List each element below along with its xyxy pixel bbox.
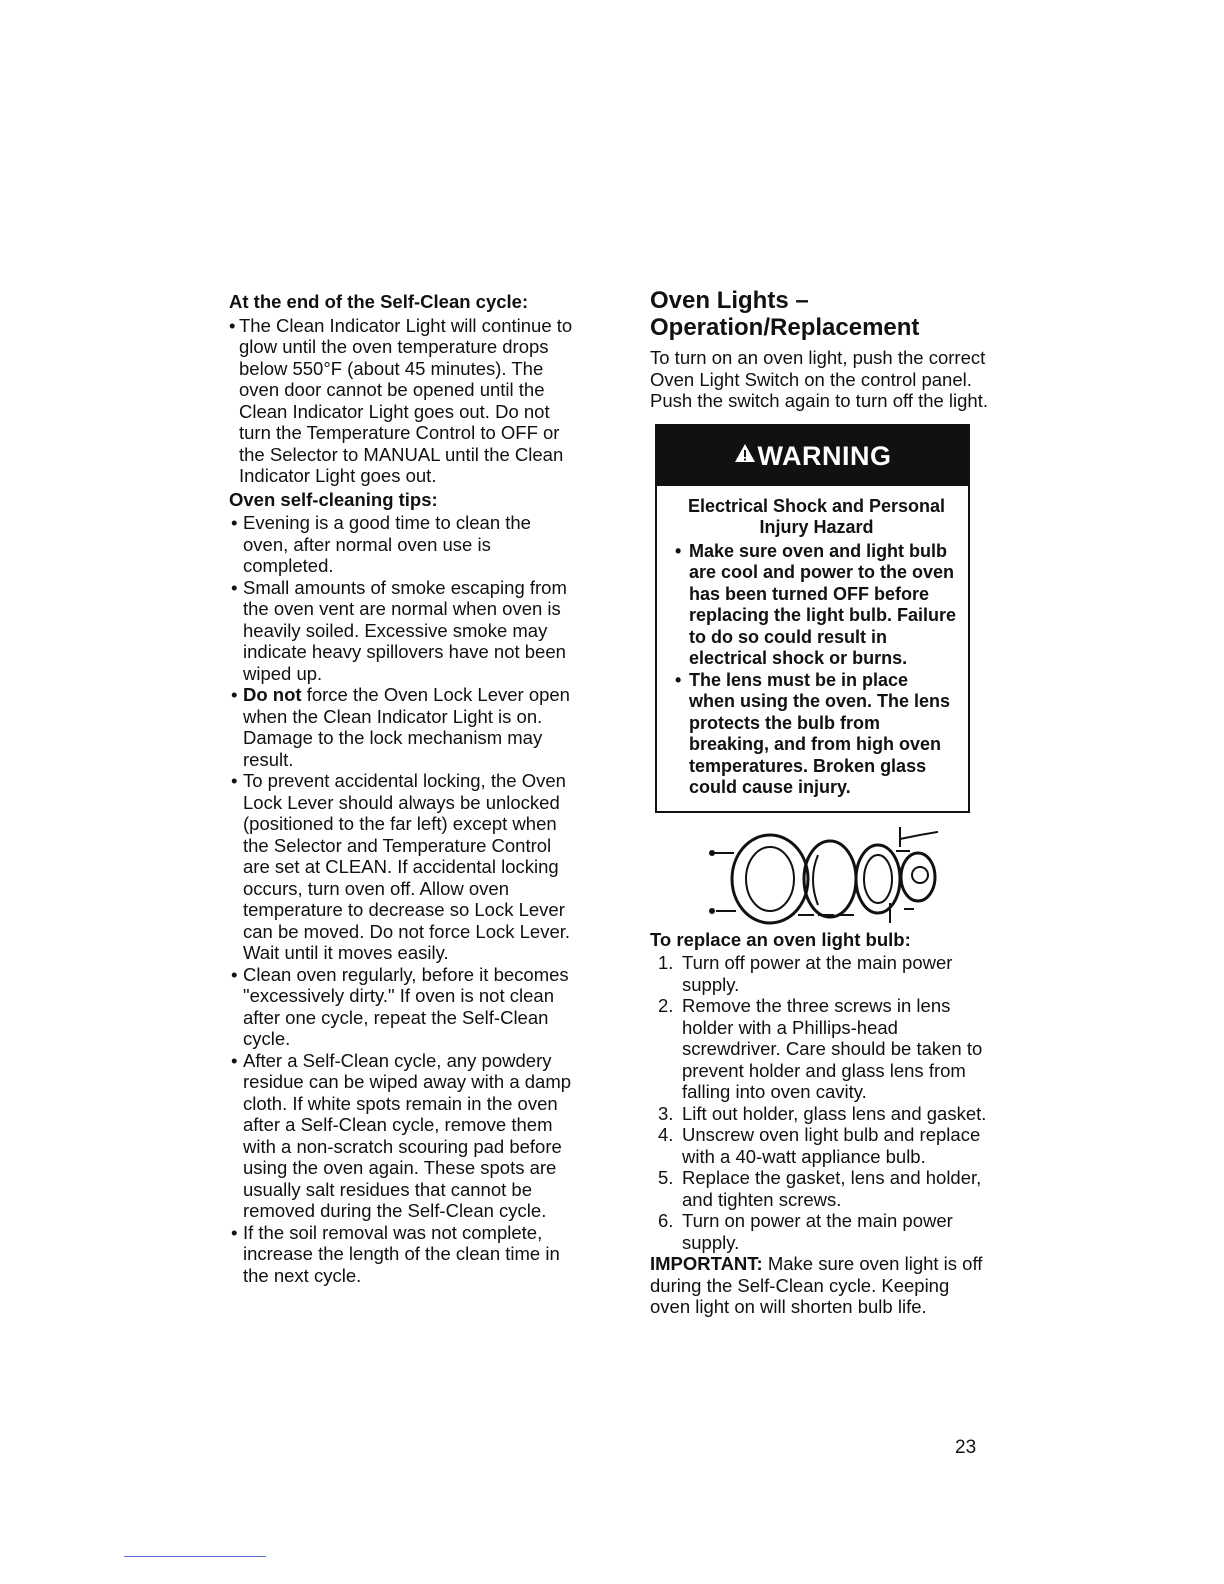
section-title xyxy=(650,287,988,341)
footer-rule xyxy=(124,1556,266,1557)
tip-item: • Clean oven regularly, before it becomes "excessively dirty." If oven is not clean after one cycle, repeat the Self-Clean cycle. xyxy=(231,964,574,1050)
tips-heading: Oven self-cleaning tips: xyxy=(229,488,438,510)
replace-heading: To replace an oven light bulb: xyxy=(650,928,911,950)
warning-item: • Make sure oven and light bulb are cool and power to the oven has been turned OFF before replacing the light bulb. Failure to do so could result in electrical shock or burns. xyxy=(675,541,958,670)
step-item: 4. Unscrew oven light bulb and replace with a 40-watt appliance bulb. xyxy=(658,1124,981,1167)
tip-item: • If the soil removal was not complete, increase the length of the clean time in the next cycle. xyxy=(231,1222,574,1287)
warning-list xyxy=(675,541,958,799)
right-column xyxy=(650,287,988,1318)
warning-triangle-icon xyxy=(734,426,756,486)
step-item: 5. Replace the gasket, lens and holder, and tighten screws. xyxy=(658,1167,982,1210)
intro-text: To turn on an oven light, push the correct Oven Light Switch on the control panel. Push the switch again to turn off the light. xyxy=(650,347,989,411)
step-item: 2. Remove the three screws in lens holder with a Phillips-head screwdriver. Care should be taken to prevent holder and glass lens from falling into oven cavity. xyxy=(658,995,983,1102)
tips-list xyxy=(231,512,574,1286)
tip-item: • After a Self-Clean cycle, any powdery residue can be wiped away with a damp cloth. If white spots remain in the oven after a Self-Clean cycle, remove them with a non-scratch scouring pad before using the oven again. These spots are usually salt residues that cannot be removed during the Self-Clean cycle. xyxy=(231,1050,574,1222)
light-assembly-illustration xyxy=(678,819,938,929)
replace-steps xyxy=(650,952,988,1253)
step-item: 6. Turn on power at the main power supply. xyxy=(658,1210,953,1253)
warning-label: WARNING xyxy=(757,440,892,471)
warning-item: • The lens must be in place when using the oven. The lens protects the bulb from breaking, and from high oven temperatures. Broken glass could cause injury. xyxy=(675,670,958,799)
page-number: 23 xyxy=(955,1437,977,1458)
warning-body xyxy=(657,486,968,811)
section-title-line2: Operation/Replacement xyxy=(650,314,920,341)
tip-item: • To prevent accidental locking, the Oven Lock Lever should always be unlocked (positioned to the far left) except when the Selector and Temperature Control are set at CLEAN. If accidental locking occurs, turn oven off. Allow oven temperature to decrease so Lock Lever can be moved. Do not force Lock Lever. Wait until it moves easily. xyxy=(231,770,574,964)
important-note: IMPORTANT: Make sure oven light is off during the Self-Clean cycle. Keeping oven light on will shorten bulb life. xyxy=(650,1253,983,1317)
warning-title: Electrical Shock and Personal Injury Hazard xyxy=(687,495,946,537)
end-cycle-item: • The Clean Indicator Light will continue to glow until the oven temperature drops below 550°F (about 45 minutes). The oven door cannot be opened until the Clean Indicator Light goes out. Do not turn the Temperature Control to OFF or the Selector to MANUAL until the Clean Indicator Light goes out. xyxy=(229,315,574,487)
tip-item: • Do not force the Oven Lock Lever open when the Clean Indicator Light is on. Damage to the lock mechanism may result. xyxy=(231,684,574,770)
left-column xyxy=(229,291,574,1288)
section-title-line1: Oven Lights – xyxy=(650,287,809,314)
end-cycle-list xyxy=(229,315,574,487)
tip-item: • Evening is a good time to clean the oven, after normal oven use is completed. xyxy=(231,512,574,577)
warning-header xyxy=(657,426,968,486)
end-cycle-heading: At the end of the Self-Clean cycle: xyxy=(229,291,529,312)
step-item: 1. Turn off power at the main power supply. xyxy=(658,952,953,995)
warning-box xyxy=(655,424,970,813)
tip-item: • Small amounts of smoke escaping from the oven vent are normal when oven is heavily soiled. Excessive smoke may indicate heavy spillovers have not been wiped up. xyxy=(231,577,574,685)
step-item: 3. Lift out holder, glass lens and gasket. xyxy=(658,1102,987,1124)
